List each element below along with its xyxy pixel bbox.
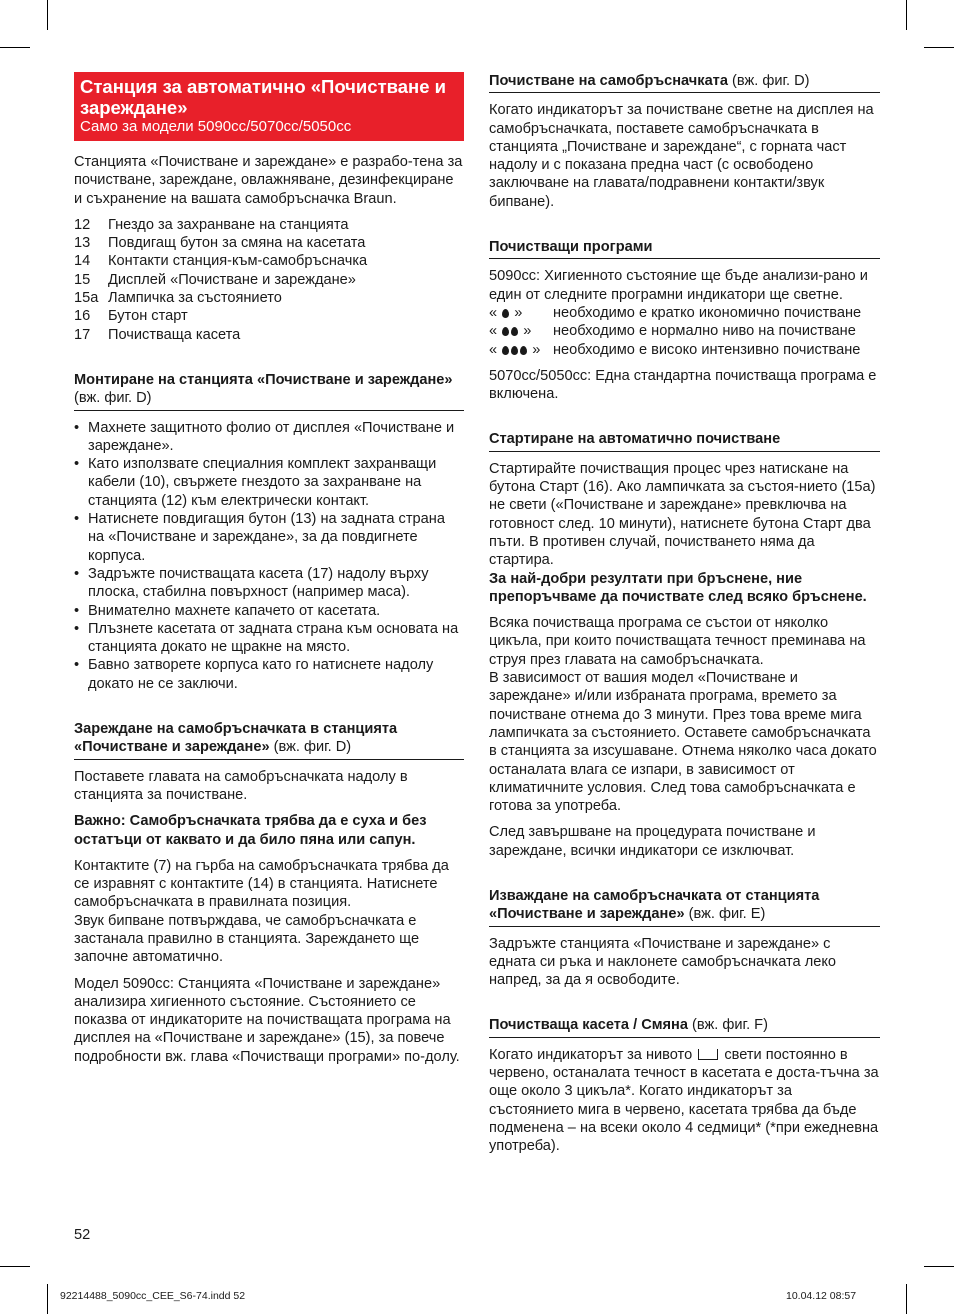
item-number: 15 — [74, 271, 91, 288]
item-text: необходимо е високо интензивно почистване — [553, 341, 861, 358]
start-paragraph: Всяка почистваща програма се състои от няколко цикъла, при които почистващата течност преминава на струя през главата на самобръсначката. — [489, 615, 866, 668]
list-item — [74, 271, 464, 289]
parts-list — [74, 216, 464, 344]
figure-ref: (вж. фиг. D) — [74, 390, 152, 407]
mount-heading: Монтиране на станцията «Почистване и зареждане» (вж. фиг. D) — [74, 371, 464, 411]
figure-ref: (вж. фиг. F) — [692, 1017, 768, 1034]
start-paragraph: След завършване на процедурата почистване и зареждане, всички индикатори се изключват. — [489, 824, 816, 859]
crop-mark — [924, 47, 954, 48]
cartridge-paragraph: Когато индикаторът за нивото свети постоянно в червено, останалата течност в касетата е доста-тъчна за още около 3 цикъла*. Когато индикаторът за състоянието мига в червено, касетата трябва да бъде подменена – на всеки около 4 седмици* (*при ежедневна употреба). — [489, 1046, 879, 1155]
footer-date: 10.04.12 08:57 — [786, 1290, 857, 1302]
programs-heading: Почистващи програми — [489, 238, 880, 259]
list-item: • Внимателно махнете капачето от касетата. — [74, 602, 464, 620]
list-item — [74, 289, 464, 307]
crop-mark — [924, 1266, 954, 1267]
intro-paragraph: Станцията «Почистване и зареждане» е разрабо-тена за почистване, зареждане, овлажняване, дезинфекциране и съхранение на вашата самобръсначка Braun. — [74, 154, 463, 207]
item-text: Повдигащ бутон за смяна на касетата — [108, 235, 366, 252]
start-paragraph: В зависимост от вашия модел «Почистване и зареждане» и/или избраната програма, времето за почистване отнема до 3 минути. През това време мига лампичката за състоянието. Оставете самобръсначката в станцията за изсушаване. Отнема няколко часа докато останалата влага се изпари, в зависимост от климатичните условия. След това самобръсначката е готова за употреба. — [489, 670, 877, 815]
crop-mark — [0, 47, 30, 48]
charge-paragraph: Модел 5090cc: Станцията «Почистване и зареждане» анализира хигиенното състояние. Състоянието се показва от индикаторите на почистващата програма на дисплея на «Почистване и зареждане» (15), за повече подробности вж. глава «Почистващи програми» по-долу. — [74, 975, 460, 1065]
programs-note: 5070cc/5050cc: Една стандартна почистваща програма е включена. — [489, 367, 877, 403]
start-paragraph: Стартирайте почистващия процес чрез натискане на бутона Старт (16). Ако лампичката за състоя-нието (15a) не свети («Почистване и зареждане» превключва на готовност след. 10 минути), натиснете бутона Старт два пъти. В противен случай, почистването няма да стартира. — [489, 460, 876, 569]
list-item: • Бавно затворете корпуса като го натиснете надолу докато не се заключи. — [74, 656, 464, 693]
section-subtitle: Само за модели 5090cc/5070cc/5050cc — [80, 118, 352, 135]
programs-list — [489, 304, 880, 359]
list-item — [74, 216, 464, 234]
item-text: Бутон старт — [108, 308, 188, 325]
list-item: • Натиснете повдигащия бутон (13) на задната страна на «Почистване и зареждане», за да повдигнете корпуса. — [74, 510, 464, 565]
item-number: 12 — [74, 216, 91, 233]
figure-ref: (вж. фиг. D) — [273, 739, 352, 756]
page-number: 52 — [74, 1227, 91, 1243]
section-title: Станция за автоматично «Почистване и зареждане» — [80, 76, 447, 118]
charge-heading: Зареждане на самобръсначката в станцията «Почистване и зареждане» (вж. фиг. D) — [74, 720, 464, 760]
charge-paragraph: Поставете главата на самобръсначката надолу в станцията за почистване. — [74, 768, 408, 803]
left-column — [74, 72, 464, 1074]
crop-mark — [47, 1284, 48, 1314]
list-item: • Задръжте почистващата касета (17) надолу върху плоска, стабилна повърхност (например маса). — [74, 565, 464, 602]
crop-mark — [47, 0, 48, 30]
list-item — [74, 326, 464, 344]
list-item — [74, 234, 464, 252]
list-item — [489, 322, 880, 340]
charge-paragraph: Контактите (7) на гърба на самобръсначката трябва да се изравнят с контактите (14) в станцията. Натиснете самобръсначката в правилната позиция. — [74, 857, 449, 911]
item-number: 14 — [74, 253, 91, 270]
clean-heading: Почистване на самобръсначката (вж. фиг. D) — [489, 72, 880, 93]
footer-file: 92214488_5090cc_CEE_S6-74.indd 52 — [60, 1290, 246, 1302]
list-item: • Като използвате специалния комплект захранващи кабели (10), свържете гнездото за захранване на станцията (12) към електрически контакт. — [74, 455, 464, 510]
item-text: Контакти станция-към-самобръсначка — [108, 253, 368, 270]
item-number: 17 — [74, 326, 91, 343]
item-text: Почистваща касета — [108, 326, 241, 343]
figure-ref: (вж. фиг. D) — [732, 73, 810, 89]
item-text: необходимо е нормално ниво на почистване — [553, 323, 856, 340]
clean-paragraph: Когато индикаторът за почистване светне на дисплея на самобръсначката, поставете самобръсначката в станцията „Почистване и зареждане“, с горната част надолу и с показана предна част (с освободено заключване на главата/подравнени контакти/звук бипване). — [489, 102, 874, 210]
item-number: 15a — [74, 290, 99, 307]
list-item — [74, 307, 464, 325]
cartridge-heading: Почистваща касета / Смяна (вж. фиг. F) — [489, 1016, 880, 1037]
item-number: 16 — [74, 308, 91, 325]
item-text: Лампичка за състоянието — [108, 290, 282, 307]
start-heading: Стартиране на автоматично почистване — [489, 430, 880, 451]
three-drops-icon: « » — [489, 341, 541, 358]
crop-mark — [906, 0, 907, 30]
item-number: 13 — [74, 235, 91, 252]
section-title-box — [74, 72, 464, 141]
level-icon — [698, 1049, 718, 1060]
charge-paragraph: Звук бипване потвърждава, че самобръсначката е застанала правилно в станцията. Зареждането ще започне автоматично. — [74, 912, 420, 966]
crop-mark — [0, 1266, 30, 1267]
one-drop-icon: « » — [489, 304, 523, 321]
item-text: необходимо е кратко икономично почистване — [553, 304, 862, 321]
programs-intro: 5090cc: Хигиенното състояние ще бъде анализи-рано и един от следните програмни индикатори ще светне. — [489, 268, 868, 303]
important-note: Важно: Самобръсначката трябва да е суха и без остатъци от каквато и да било пяна или сапун. — [74, 813, 427, 848]
remove-paragraph: Задръжте станцията «Почистване и зареждане» с едната си ръка и наклонете самобръсначката леко напред, за да я освободите. — [489, 935, 836, 989]
figure-ref: (вж. фиг. E) — [688, 906, 766, 923]
right-column — [489, 72, 880, 1164]
recommendation: За най-добри резултати при бръснене, ние препоръчваме да почиствате след всяко бръснене. — [489, 570, 867, 605]
remove-heading: Изваждане на самобръсначката от станцията «Почистване и зареждане» (вж. фиг. E) — [489, 887, 880, 927]
crop-mark — [906, 1284, 907, 1314]
list-item — [489, 341, 880, 359]
list-item — [489, 304, 880, 322]
list-item: • Плъзнете касетата от задната страна към основата на станцията докато не щракне на място. — [74, 620, 464, 657]
two-drops-icon: « » — [489, 323, 532, 340]
item-text: Гнездо за захранване на станцията — [108, 216, 349, 233]
item-text: Дисплей «Почистване и зареждане» — [108, 271, 356, 288]
list-item: • Махнете защитното фолио от дисплея «Почистване и зареждане». — [74, 419, 464, 456]
list-item — [74, 252, 464, 270]
mount-steps-list — [74, 419, 464, 693]
